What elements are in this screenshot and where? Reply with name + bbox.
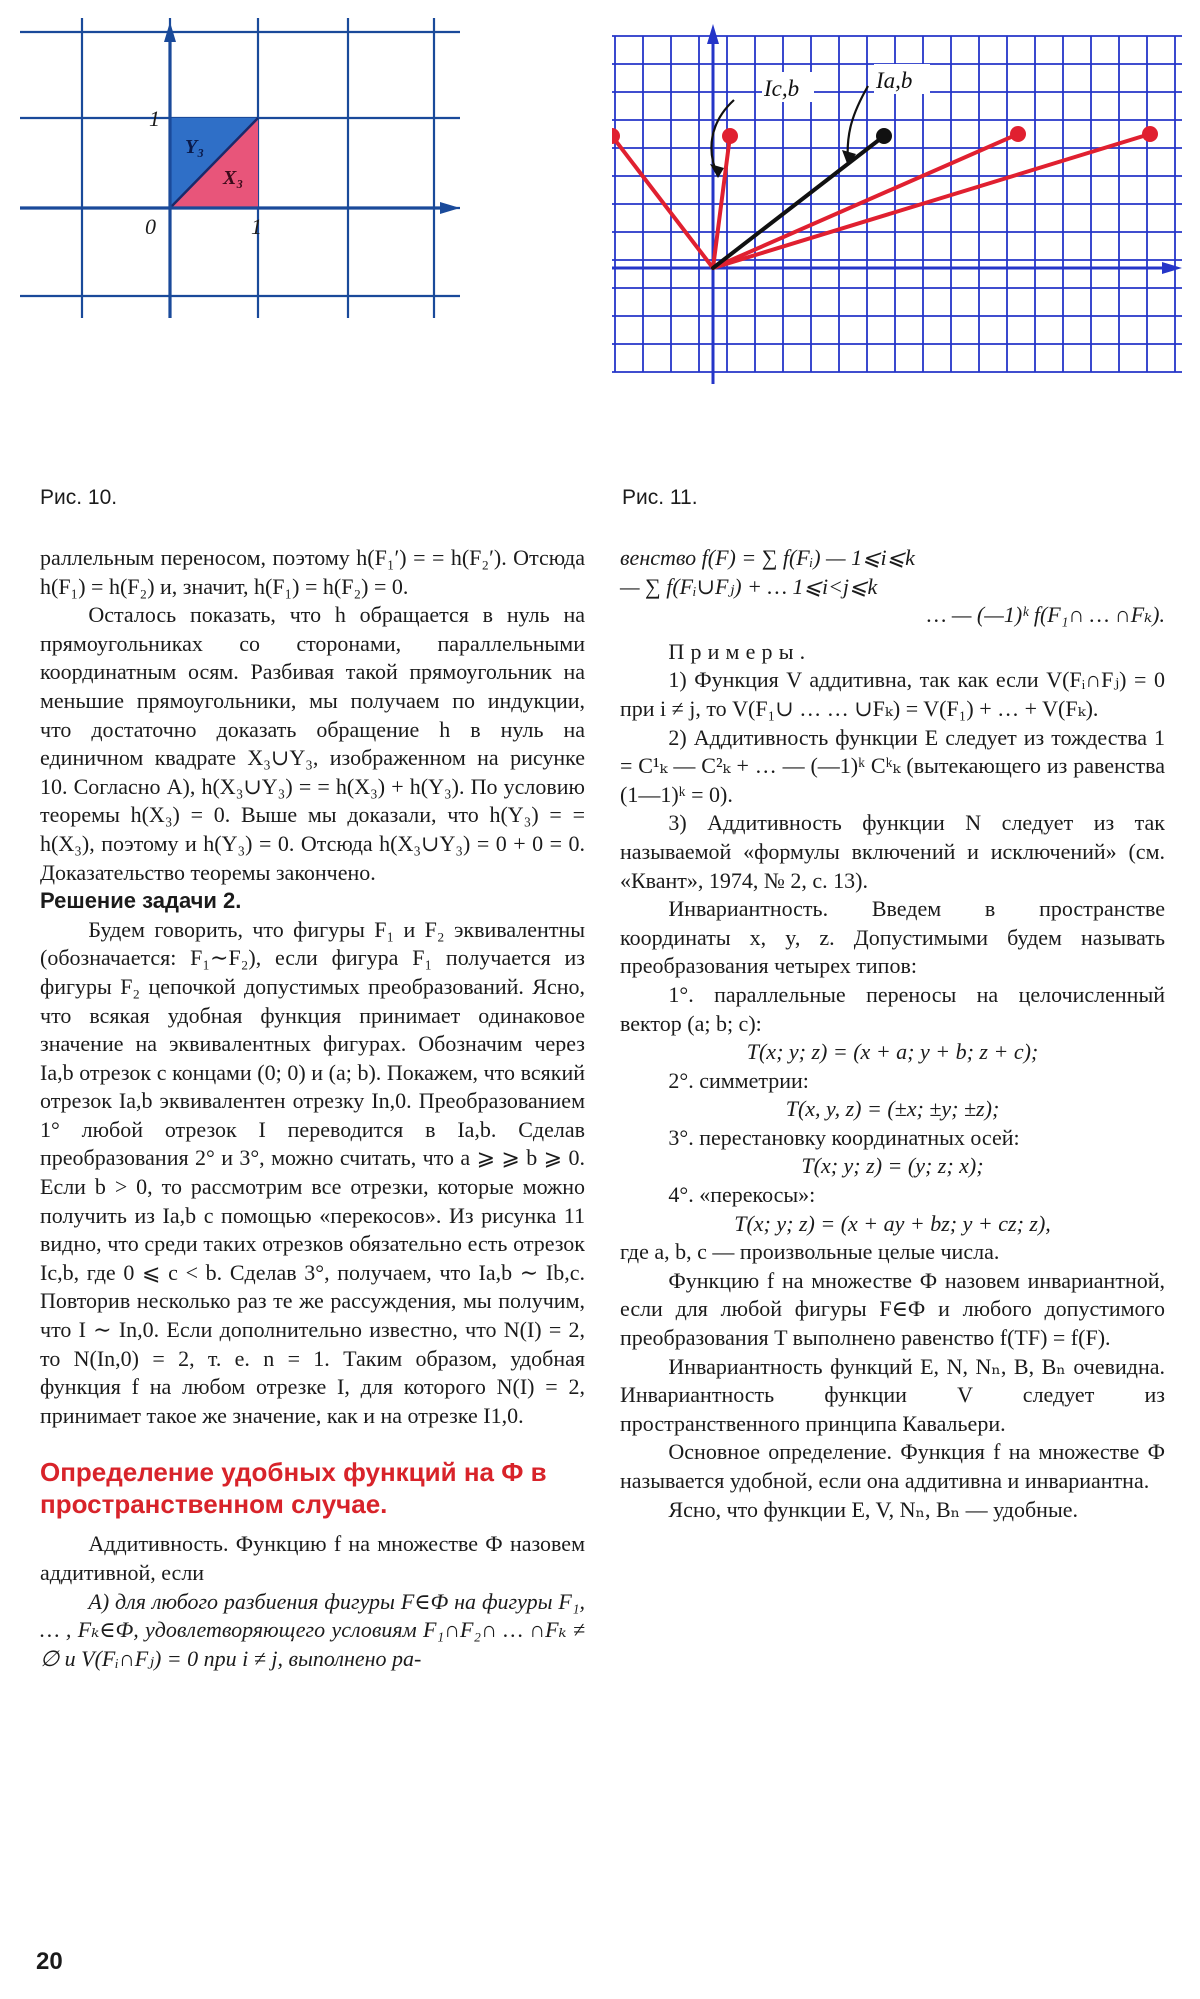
paragraph: Осталось показать, что h обращается в нуль на прямоугольниках со сторонами, параллельными координатным осям. Разбивая такой прямоугольник на меньшие прямоугольники, мы получаем по индукции, что достаточно доказать обращение h в нуль на единичном квадрате X₃∪Y₃, изображенном на рисунке 10. Согласно А), h(X₃∪Y₃) = = h(X₃) + h(Y₃). По условию теоремы h(X₃) = 0. Выше мы доказали, что h(Y₃) = = h(X₃), поэтому и h(Y₃) = 0. Отсюда h(X₃∪Y₃) = 0 + 0 = 0. Доказательство теоремы закончено. [40,602,585,885]
formula-line: венство f(F) = ∑ f(Fᵢ) — 1⩽i⩽k [620,545,915,570]
endpoint-right-1 [1010,126,1026,142]
transform-4: 4°. «перекосы»: [668,1182,816,1208]
label-x3: X₃ [223,167,244,189]
formula-line: … — (—1)ᵏ f(F₁∩ … ∩Fₖ). [926,602,1165,628]
section-heading: Определение удобных функций на Ф в пространственном случае. [40,1457,547,1520]
figure-10 [20,18,460,318]
transform-4-formula: T(x; y; z) = (x + ay + bz; y + cz; z), [734,1210,1051,1236]
conclusion: Ясно, что функции E, V, Nₙ, Bₙ — удобные. [668,1496,1078,1522]
paragraph: А) для любого разбиения фигуры F∈Ф на фигуры F₁, … , Fₖ∈Ф, удовлетворяющего условиям F₁∩F₂∩ … ∩Fₖ ≠ ∅ и V(Fᵢ∩Fⱼ) = 0 при i ≠ j, выполнено ра- [40,1588,585,1671]
formula-line: — ∑ f(Fᵢ∪Fⱼ) + … 1⩽i<j⩽k [620,573,878,599]
transform-2-formula: T(x, y, z) = (±x; ±y; ±z); [785,1096,1000,1122]
invariant-definition: Функцию f на множестве Ф назовем инвариантной, если для любой фигуры F∈Ф и любого допустимого преобразования T выполнено равенство f(TF) = f(F). [620,1267,1165,1351]
transform-3-formula: T(x; y; z) = (y; z; x); [801,1153,984,1179]
example-1: 1) Функция V аддитивна, так как если V(Fᵢ∩Fⱼ) = 0 при i ≠ j, то V(F₁∪ … … ∪Fₖ) = V(F₁) + … + V(Fₖ). [620,667,1165,721]
label-y3: Y₃ [185,136,205,158]
figure-10-caption: Рис. 10. [40,486,118,509]
main-definition: Основное определение. Функция f на множестве Ф называется удобной, если она аддитивна и инвариантна. [620,1439,1165,1493]
example-2: 2) Аддитивность функции E следует из тождества 1 = C¹ₖ — C²ₖ + … — (—1)ᵏ Cᵏₖ (вытекающего из равенства (1—1)ᵏ = 0). [620,724,1165,807]
x-axis-arrow-icon [1162,262,1182,274]
endpoint-icb [722,128,738,144]
invariance-intro: Инвариантность. Введем в пространстве координаты x, y, z. Допустимыми будем называть преобразования четырех типов: [620,896,1165,979]
transform-1-formula: T(x; y; z) = (x + a; y + b; z + c); [746,1039,1039,1065]
transform-2: 2°. симметрии: [668,1067,809,1093]
x-axis-arrow-icon [440,202,460,214]
segment-right-2 [713,134,1150,268]
invariance-obvious: Инвариантность функций E, N, Nₙ, B, Bₙ очевидна. Инвариантность функции V следует из пространственного принципа Кавальери. [620,1353,1165,1436]
examples-title: Примеры. [668,638,812,664]
transform-4-note: где a, b, c — произвольные целые числа. [620,1239,1000,1265]
endpoint-iab [876,128,892,144]
paragraph: Будем говорить, что фигуры F₁ и F₂ эквивалентны (обозначается: F₁∼F₂), если фигура F₁ получается из фигуры F₂ цепочкой допустимых преобразований. Ясно, что всякая удобная функция принимает одинаковое значение на эквивалентных фигурах. Обозначим через Ia,b отрезок с концами (0; 0) и (a; b). Покажем, что всякий отрезок Ia,b эквивалентен отрезку In,0. Преобразованием 1° любой отрезок I переводится в Ia,b. Сделав преобразования 2° и 3°, можно считать, что a ⩾ ⩾ b ⩾ 0. Если b > 0, то рассмотрим все отрезки, которые можно получить из Ia,b с помощью «перекосов». Из рисунка 11 видно, что среди таких отрезков обязательно есть отрезок Ic,b, где 0 ⩽ c < b. Сделав 3°, получаем, что Ia,b ∼ Ib,c. Повторив несколько раз те же рассуждения, мы получим, что I ∼ In,0. Если дополнительно известно, что N(I) = 2, то N(In,0) = 2, т. е. n = 1. Таким образом, удобная функция f на любом отрезке I, для которого N(I) = 2, принимает такое же значение, как и на отрезке I1,0. [40,916,585,1428]
right-column [620,544,1165,1524]
label-x-one: 1 [251,214,262,239]
y-axis-arrow-icon [707,24,719,44]
paragraph: раллельным переносом, поэтому h(F₁′) = = h(F₂′). Отсюда h(F₁) = h(F₂) и, значит, h(F₁) = h(F₂) = 0. [40,545,585,599]
left-column [40,544,585,1673]
segment-left [612,136,713,268]
label-iab: Ia,b [876,68,913,93]
figure-11-caption: Рис. 11. [622,486,698,509]
solution-heading: Решение задачи 2. [40,888,242,914]
transform-3: 3°. перестановку координатных осей: [668,1124,1020,1150]
segment-right-1 [713,134,1018,268]
endpoint-right-2 [1142,126,1158,142]
figure-11 [612,22,1182,384]
label-origin: 0 [145,214,156,239]
example-3: 3) Аддитивность функции N следует из так называемой «формулы включений и исключений» (см. «Квант», 1974, № 2, с. 13). [620,810,1165,893]
transform-1: 1°. параллельные переносы на целочисленный вектор (a; b; c): [620,981,1165,1036]
label-y-one: 1 [149,106,160,131]
page-number: 20 [36,1948,63,1975]
paragraph: Аддитивность. Функцию f на множестве Ф назовем аддитивной, если [40,1531,585,1585]
skew-segments [612,134,1150,268]
label-icb: Ic,b [764,76,800,101]
